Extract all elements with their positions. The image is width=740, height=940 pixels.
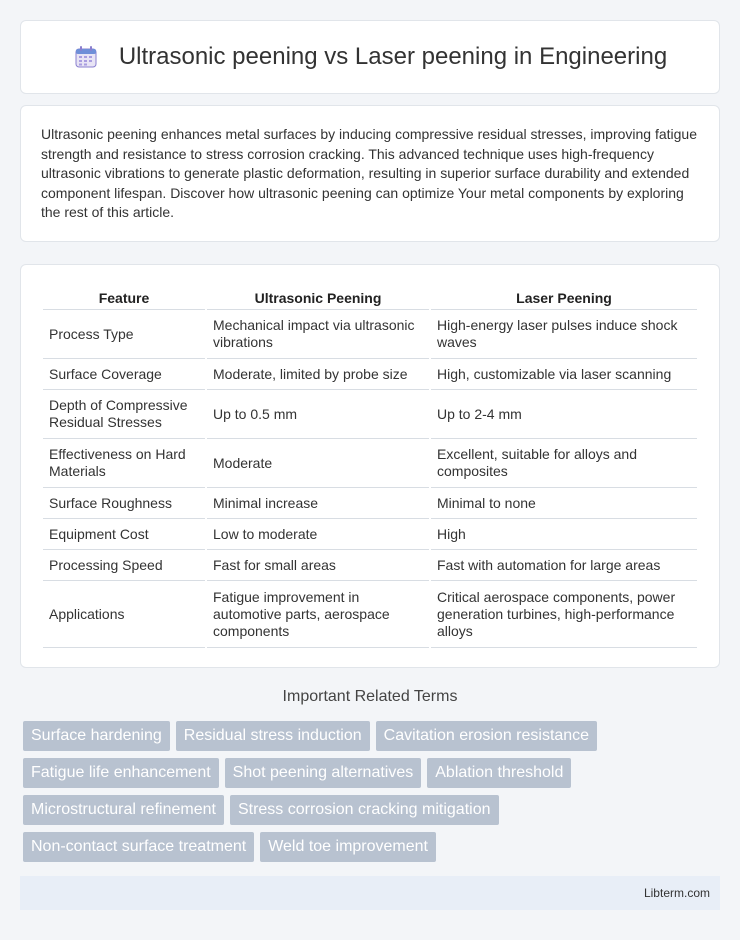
table-cell: High-energy laser pulses induce shock waves	[431, 310, 697, 359]
related-terms-list	[23, 721, 723, 862]
table-cell: Minimal increase	[207, 488, 429, 519]
table-cell: Critical aerospace components, power generation turbines, high-performance alloys	[431, 581, 697, 648]
table-cell: Fast for small areas	[207, 550, 429, 581]
related-term-tag[interactable]: Weld toe improvement	[260, 832, 436, 862]
table-row	[43, 581, 697, 648]
related-term-tag[interactable]: Residual stress induction	[176, 721, 370, 751]
table-cell: Excellent, suitable for alloys and composites	[431, 439, 697, 488]
table-cell: Processing Speed	[43, 550, 205, 581]
related-term-tag[interactable]: Cavitation erosion resistance	[376, 721, 597, 751]
table-header-row	[43, 285, 697, 310]
table-cell: Moderate, limited by probe size	[207, 359, 429, 390]
table-row	[43, 310, 697, 359]
table-row	[43, 550, 697, 581]
table-cell: Mechanical impact via ultrasonic vibrations	[207, 310, 429, 359]
table-cell: Process Type	[43, 310, 205, 359]
comparison-card	[20, 264, 720, 668]
title-wrap	[73, 43, 667, 71]
table-cell: Minimal to none	[431, 488, 697, 519]
table-cell: High	[431, 519, 697, 550]
table-cell: Fatigue improvement in automotive parts, aerospace components	[207, 581, 429, 648]
related-term-tag[interactable]: Ablation threshold	[427, 758, 571, 788]
related-term-tag[interactable]: Non-contact surface treatment	[23, 832, 254, 862]
table-cell: Applications	[43, 581, 205, 648]
page-title: Ultrasonic peening vs Laser peening in Engineering	[118, 43, 668, 70]
table-cell: Up to 0.5 mm	[207, 390, 429, 439]
table-row	[43, 439, 697, 488]
related-term-tag[interactable]: Fatigue life enhancement	[23, 758, 219, 788]
related-terms-title: Important Related Terms	[282, 688, 458, 705]
comparison-table	[41, 285, 699, 648]
intro-card	[20, 105, 720, 242]
table-cell: High, customizable via laser scanning	[431, 359, 697, 390]
table-cell: Moderate	[207, 439, 429, 488]
header-ultrasonic: Ultrasonic Peening	[207, 285, 429, 310]
table-cell: Up to 2-4 mm	[431, 390, 697, 439]
related-term-tag[interactable]: Shot peening alternatives	[225, 758, 422, 788]
table-row	[43, 519, 697, 550]
table-cell: Depth of Compressive Residual Stresses	[43, 390, 205, 439]
table-cell: Surface Coverage	[43, 359, 205, 390]
header-feature: Feature	[43, 285, 205, 310]
footer	[20, 876, 720, 910]
table-cell: Effectiveness on Hard Materials	[43, 439, 205, 488]
table-row	[43, 359, 697, 390]
table-row	[43, 390, 697, 439]
table-cell: Equipment Cost	[43, 519, 205, 550]
related-term-tag[interactable]: Microstructural refinement	[23, 795, 224, 825]
table-cell: Fast with automation for large areas	[431, 550, 697, 581]
header-card	[20, 20, 720, 94]
table-cell: Low to moderate	[207, 519, 429, 550]
table-cell: Surface Roughness	[43, 488, 205, 519]
intro-text: Ultrasonic peening enhances metal surfaces by inducing compressive residual stresses, improving fatigue strength and resistance to stress corrosion cracking. This advanced technique uses high-frequency ultrasonic vibrations to generate plastic deformation, resulting in superior surface durability and extended component lifespan. Discover how ultrasonic peening can optimize Your metal components by exploring the rest of this article.	[41, 126, 697, 220]
calendar-icon	[73, 44, 99, 70]
header-laser: Laser Peening	[431, 285, 697, 310]
related-term-tag[interactable]: Surface hardening	[23, 721, 170, 751]
table-row	[43, 488, 697, 519]
footer-site-link[interactable]: Libterm.com	[643, 886, 710, 900]
related-term-tag[interactable]: Stress corrosion cracking mitigation	[230, 795, 499, 825]
